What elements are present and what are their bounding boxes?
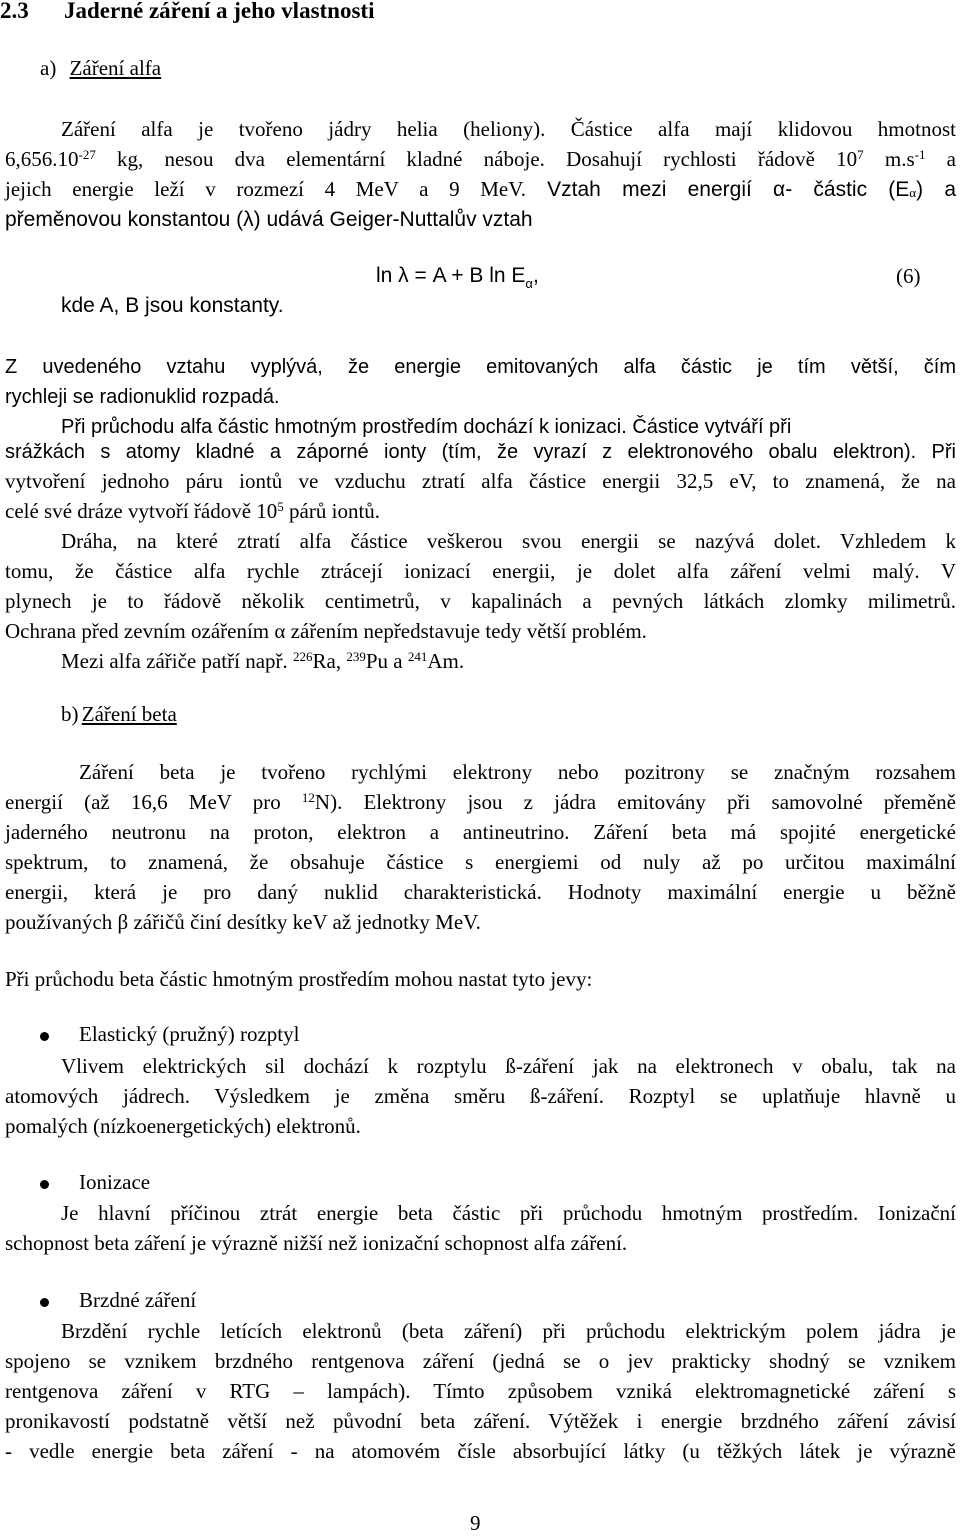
constants-note: kde A, B jsou konstanty. (61, 294, 284, 317)
subsection-b (61, 702, 177, 727)
text-line: Záření beta je tvořeno rychlými elektrony nebo pozitrony se značným rozsahem (79, 760, 956, 784)
bullet-dot (40, 1298, 49, 1307)
paragraph-alpha-ions (5, 438, 956, 466)
section-heading (0, 0, 374, 24)
text-line: používaných β zářičů činí desítky keV až jednotky MeV. (5, 910, 481, 934)
bullet-body (5, 1051, 956, 1141)
text-line: Při průchodu alfa částic hmotným prostředím dochází k ionizaci. Částice vytváří při (61, 416, 792, 438)
text-line: celé své dráze vytvoří řádově $10^5$ párů iontů. (5, 499, 381, 523)
text-line: Ochrana před zevním ozářením α zářením nepředstavuje tedy větší problém. (5, 619, 647, 643)
text-line: schopnost beta záření je výrazně nižší než ionizační schopnost alfa záření. (5, 1231, 628, 1255)
text-line: spektrum, to znamená, že obsahuje částice s energiemi od nuly až po určitou maximální (5, 850, 956, 874)
text-line: rentgenova záření v RTG – lampách). Tímto způsobem vzniká elektromagnetické záření s (5, 1379, 956, 1403)
subsection-a-marker: a) (40, 56, 57, 80)
bullet-title: Ionizace (79, 1170, 151, 1194)
text-line: pomalých (nízkoenergetických) elektronů. (5, 1114, 361, 1138)
heading-number: 2.3 (0, 0, 29, 23)
subsection-b-title: Záření beta (81, 702, 177, 726)
text-line: spojeno se vznikem brzdného rentgenova záření (jedná se o jev prakticky shodný se vznikem (5, 1349, 956, 1373)
paragraph-alpha-intro (5, 114, 956, 235)
paragraph-beta-intro (5, 757, 956, 937)
text-line: Vlivem elektrických sil dochází k rozptylu ß-záření jak na elektronech v obalu, tak na (61, 1054, 956, 1078)
text-line: vytvoření jednoho páru iontů ve vzduchu ztratí alfa částice energii 32,5 eV, to znamená, že na (5, 469, 956, 493)
text-line: Dráha, na které ztratí alfa částice veškerou svou energii se nazývá dolet. Vzhledem k (61, 529, 956, 553)
subsection-a (40, 56, 161, 81)
bullet-body (5, 1316, 956, 1466)
bullet-title: Brzdné záření (79, 1288, 197, 1312)
text-line: tomu, že částice alfa rychle ztrácejí ionizací energii, je dolet alfa záření velmi malý. V (5, 559, 956, 583)
text-line: Záření alfa je tvořeno jádry helia (heliony). Částice alfa mají klidovou hmotnost (61, 117, 956, 141)
subsection-b-marker: b) (61, 702, 79, 726)
text-line: Je hlavní příčinou ztrát energie beta částic při průchodu hmotným prostředím. Ionizační (61, 1201, 956, 1225)
text-line: jejich energie leží v rozmezí 4 MeV a 9 MeV. Vztah mezi energií α- částic (Eα) a (5, 177, 956, 201)
equation-number: (6) (896, 264, 921, 288)
text-line: srážkách s atomy kladné a záporné ionty (tím, že vyrazí z elektronového obalu elektron). Při (5, 441, 956, 463)
subsection-a-title: Záření alfa (69, 56, 162, 80)
page-number: 9 (470, 1511, 481, 1535)
paragraph-alpha-properties (5, 352, 956, 442)
text-line: Brzdění rychle letících elektronů (beta záření) při průchodu elektrickým polem jádra je (61, 1319, 956, 1343)
bullet-dot (40, 1032, 49, 1041)
text-line: energií (až 16,6 MeV pro $^{12}$N). Elektrony jsou z jádra emitovány při samovolné přeměně (5, 790, 956, 814)
text-line: - vedle energie beta záření - na atomovém čísle absorbující látky (u těžkých látek je výrazně (5, 1439, 956, 1463)
text-line: plynech je to řádově několik centimetrů, v kapalinách a pevných látkách zlomky milimetrů. (5, 589, 956, 613)
bullet-body (5, 1198, 956, 1258)
text-line: Při průchodu beta částic hmotným prostředím mohou nastat tyto jevy: (5, 967, 593, 991)
geiger-nuttall-equation: ln λ = A + B ln Eα, (376, 264, 539, 291)
text-line: jaderného neutronu na proton, elektron a antineutrino. Záření beta má spojité energetické (5, 820, 956, 844)
text-line: atomových jádrech. Výsledkem je změna směru ß-záření. Rozptyl se uplatňuje hlavně u (5, 1084, 956, 1108)
bullet-dot (40, 1180, 49, 1189)
paragraph-alpha-ionization (5, 466, 956, 676)
text-line: přeměnovou konstantou (λ) udává Geiger-Nuttalův vztah (5, 208, 533, 231)
heading-title: Jaderné záření a jeho vlastnosti (64, 0, 375, 23)
text-line: Z uvedeného vztahu vyplývá, že energie emitovaných alfa částic je tím větší, čím (5, 356, 956, 378)
bullet-title: Elastický (pružný) rozptyl (79, 1022, 300, 1046)
paragraph-beta-effects-intro (5, 964, 956, 994)
text-line: pronikavostí podstatně větší než původní beta záření. Výtěžek i energie brzdného záření závisí (5, 1409, 956, 1433)
text-line: energii, která je pro daný nuklid charakteristická. Hodnoty maximální energie u běžně (5, 880, 956, 904)
text-line: rychleji se radionuklid rozpadá. (5, 386, 280, 408)
text-line: Mezi alfa zářiče patří např. $^{226}$Ra, $^{239}$Pu a $^{241}$Am. (61, 649, 465, 673)
text-line: $6,656.10^{-27}$ kg, nesou dva elementární kladné náboje. Dosahují rychlosti řádově $10^7$ $m.s^{-1}$ a (5, 147, 956, 171)
